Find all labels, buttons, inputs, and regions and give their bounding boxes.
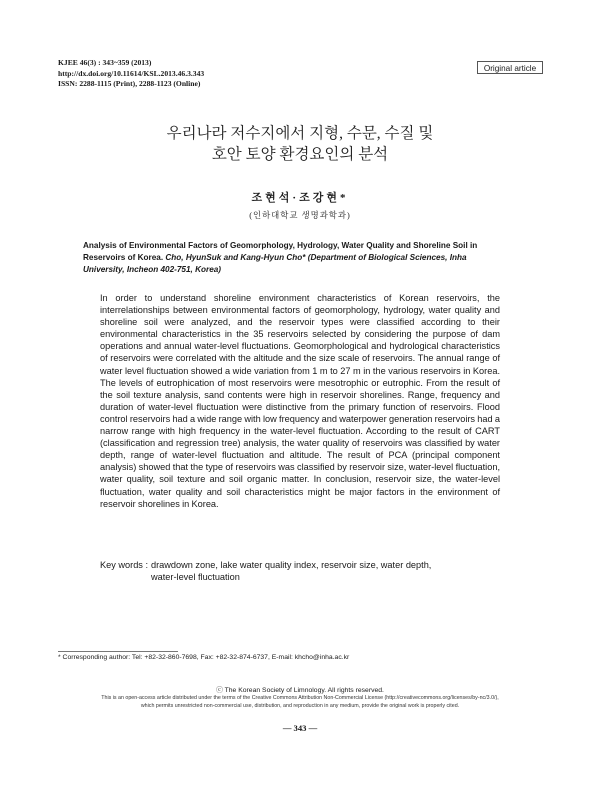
license-line-1: This is an open-access article distributed under the terms of the Creative Commons Attribution Non-Commercial License (http://creativecommons.org/licenses/by-nc/3.0/), (101, 695, 499, 701)
license-line-2: which permits unrestricted non-commercial use, distribution, and reproduction in any medium, provide the original work is properly cited. (140, 703, 460, 709)
keywords-line-2: water-level fluctuation (151, 572, 240, 583)
copyright-notice: ⓒ The Korean Society of Limnology. All rights reserved. (216, 687, 384, 694)
journal-volume: KJEE 46(3) : 343~359 (2013) (58, 58, 152, 67)
korean-affiliation: (인하대학교 생명과학과) (249, 211, 351, 220)
corresponding-author-footnote: * Corresponding author: Tel: +82-32-860-7698, Fax: +82-32-874-6737, E-mail: khcho@inha.ac.kr (58, 654, 350, 661)
abstract: In order to understand shoreline environment characteristics of Korean reservoirs, the interrelationships between environmental factors of geomorphology, hydrology, water quality and shoreline soil were analyzed, and the reservoir types were classified according to their environmental characteristics in the 35 reservoirs selected by considering the purpose of dam operations and annual water-level fluctuations. Geomorphological and hydrological characteristics of reservoirs were correlated with the altitude and the size scale of reservoirs. The annual range of water level fluctuation showed a wide variation from 1 m to 27 m in the various reservoirs in Korea. The levels of eutrophication of most reservoirs were mesotrophic or eutrophic. From the result of the soil texture analysis, sand contents were high in reservoir shorelines. Range, frequency and duration of water-level fluctuation were distinctive from the primary function of reservoirs. Flood control reservoirs had a wide range with low frequency and waterpower generation reservoirs had a narrow range with high frequency in the water-level fluctuation. According to the result of CART (classification and regression tree) analysis, the water quality of reservoirs was classified by water depth, range of water-level fluctuation and altitude. The result of PCA (principal component analysis) showed that the type of reservoirs was classified by reservoir size, water-level fluctuation, water quality, soil texture and soil organic matter. In conclusion, reservoir size, the water-level fluctuation, water quality and soil characteristics might be major factors in the environment of reservoir shorelines in Korea. (100, 293, 500, 509)
keywords-label: Key words : (100, 560, 148, 570)
issn: ISSN: 2288-1115 (Print), 2288-1123 (Online) (58, 79, 201, 88)
article-type-badge: Original article (477, 61, 543, 74)
footnote-divider (58, 651, 178, 652)
english-authors-affiliation: Cho, HyunSuk and Kang-Hyun Cho* (Department of Biological Sciences, Inha University, Incheon 402-751, Korea) (83, 253, 467, 274)
korean-authors: 조현석·조강현* (251, 192, 349, 204)
doi-link[interactable]: http://dx.doi.org/10.11614/KSL.2013.46.3.343 (58, 68, 205, 78)
english-title: Analysis of Environmental Factors of Geomorphology, Hydrology, Water Quality and Shoreline Soil in Reservoirs of Korea. (83, 241, 478, 262)
keywords-line-1: drawdown zone, lake water quality index, reservoir size, water depth, (151, 560, 432, 570)
korean-title (0, 123, 600, 165)
page-number: — 343 — (282, 723, 318, 733)
journal-header-info (58, 58, 204, 90)
english-heading (83, 240, 502, 276)
license-notice (0, 694, 600, 710)
korean-title-line-1: 우리나라 저수지에서 지형, 수문, 수질 및 (166, 125, 434, 142)
korean-title-line-2: 호안 토양 환경요인의 분석 (211, 146, 389, 163)
keywords (100, 559, 510, 583)
